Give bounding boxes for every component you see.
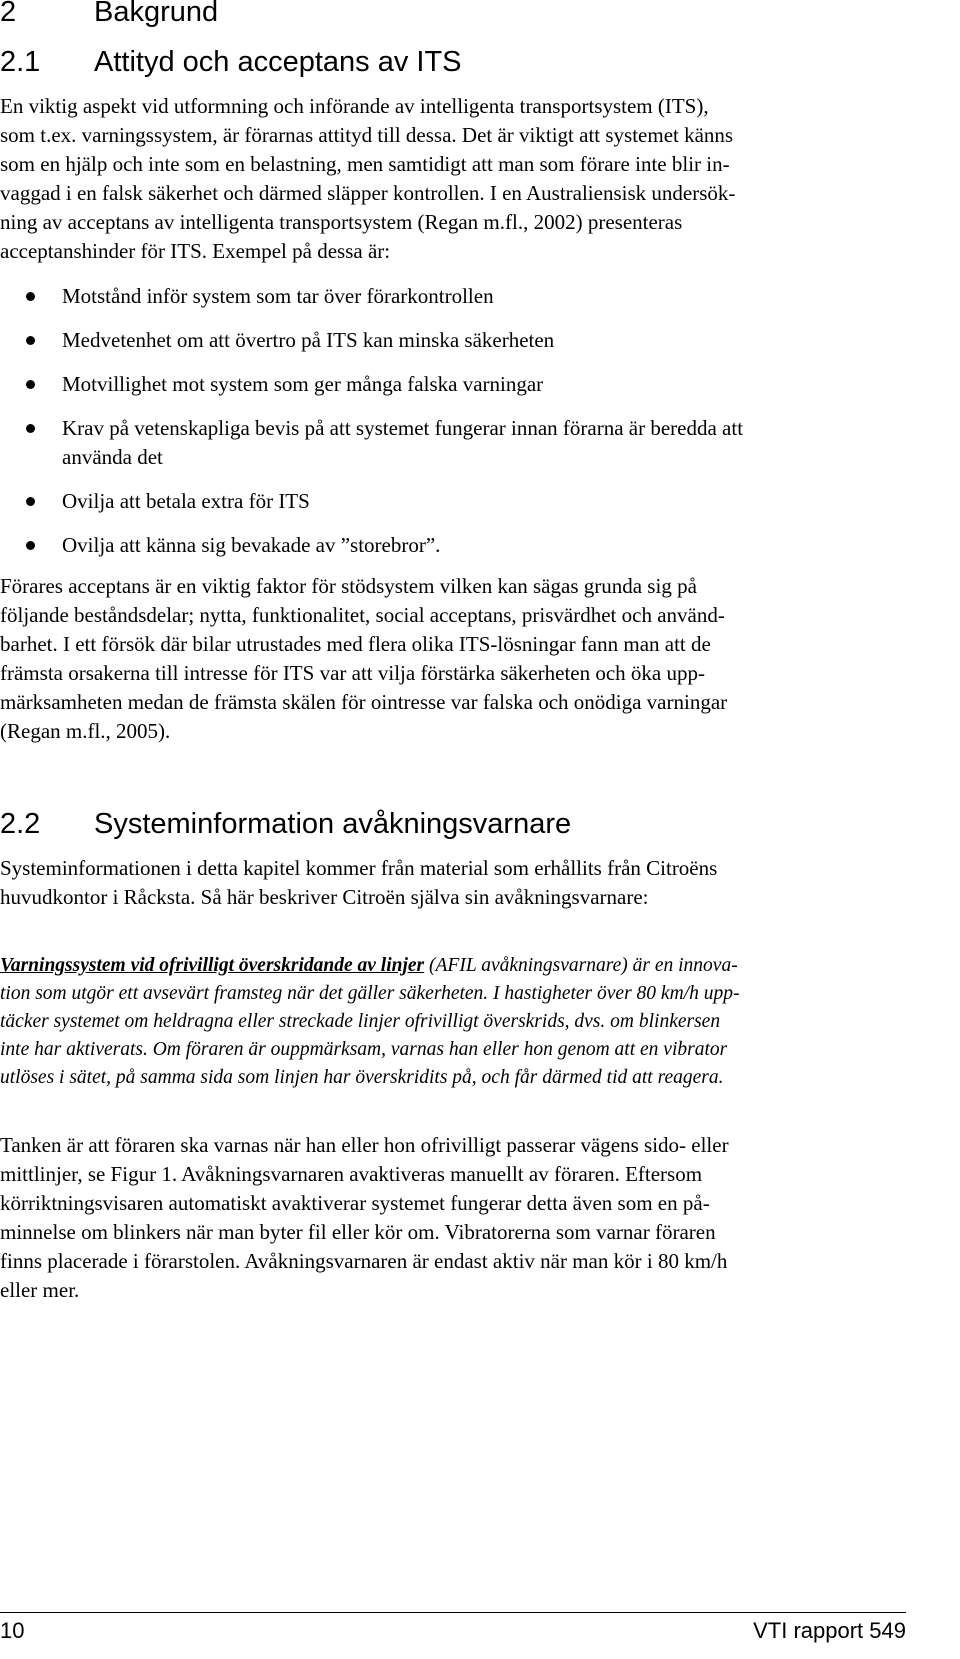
list-item: Medvetenhet om att övertro på ITS kan minska säkerheten xyxy=(0,326,910,355)
text-line: tion som utgör ett avsevärt framsteg när det gäller säkerheten. I hastigheter över 80 km/h upp- xyxy=(0,983,740,1004)
section-number: 2.1 xyxy=(0,46,41,78)
text-line: vaggad i en falsk säkerhet och därmed släpper kontrollen. I en Australiensisk undersök- xyxy=(0,181,736,205)
citroen-quote xyxy=(0,952,910,1092)
systeminfo-paragraph xyxy=(0,854,900,912)
text-line: En viktig aspekt vid utformning och införande av intelligenta transportsystem (ITS), xyxy=(0,94,709,118)
section-title: Attityd och acceptans av ITS xyxy=(94,46,462,78)
page-number: 10 xyxy=(0,1618,25,1643)
section-title: Systeminformation avåkningsvarnare xyxy=(94,808,572,840)
text-line: eller mer. xyxy=(0,1278,80,1302)
barrier-list xyxy=(0,282,910,560)
bullet-icon xyxy=(26,424,35,433)
bullet-icon xyxy=(26,380,35,389)
text-line: Tanken är att föraren ska varnas när han eller hon ofrivilligt passerar vägens sido- eller xyxy=(0,1133,729,1157)
chapter-heading xyxy=(0,0,218,30)
text-line: Varningssystem vid ofrivilligt överskridande av linjer (AFIL avåkningsvarnare) är en innova- xyxy=(0,955,738,976)
text-line: barhet. I ett försök där bilar utrustades med flera olika ITS-lösningar fann man att de xyxy=(0,632,711,656)
chapter-title: Bakgrund xyxy=(94,0,219,28)
section-number: 2.2 xyxy=(0,808,41,840)
bullet-icon xyxy=(26,292,35,301)
intro-paragraph xyxy=(0,92,900,266)
list-item: Krav på vetenskapliga bevis på att systemet fungerar innan förarna är beredda att använda det xyxy=(0,414,910,472)
acceptance-paragraph xyxy=(0,572,900,746)
bullet-icon xyxy=(26,541,35,550)
list-item: Ovilja att känna sig bevakade av ”storebror”. xyxy=(0,531,910,560)
warning-paragraph xyxy=(0,1131,900,1305)
list-item: Ovilja att betala extra för ITS xyxy=(0,487,910,516)
quote-bold-term: Varningssystem vid ofrivilligt överskridande av linjer xyxy=(0,955,425,976)
text-line: som t.ex. varningssystem, är förarnas attityd till dessa. Det är viktigt att systemet känns xyxy=(0,123,734,147)
text-line: körriktningsvisaren automatiskt avaktiverar systemet fungerar detta även som en på- xyxy=(0,1191,710,1215)
text-line: acceptanshinder för ITS. Exempel på dessa är: xyxy=(0,239,391,263)
text-line: Systeminformationen i detta kapitel kommer från material som erhållits från Citroëns xyxy=(0,856,718,880)
text-line: ning av acceptans av intelligenta transportsystem (Regan m.fl., 2002) presenteras xyxy=(0,210,683,234)
chapter-number: 2 xyxy=(0,0,17,28)
section-heading-2-2 xyxy=(0,806,571,842)
bullet-icon xyxy=(26,336,35,345)
text-line: mittlinjer, se Figur 1. Avåkningsvarnaren avaktiveras manuellt av föraren. Eftersom xyxy=(0,1162,703,1186)
footer-divider xyxy=(0,1612,906,1613)
text-line: täcker systemet om heldragna eller streckade linjer ofrivilligt överskrids, dvs. om blinkersen xyxy=(0,1011,721,1032)
report-label: VTI rapport 549 xyxy=(753,1618,906,1643)
text-line: främsta orsakerna till intresse för ITS var att vilja förstärka säkerheten och öka upp- xyxy=(0,661,705,685)
text-line: Förares acceptans är en viktig faktor för stödsystem vilken kan sägas grunda sig på xyxy=(0,574,697,598)
bullet-icon xyxy=(26,497,35,506)
text-line: utlöses i sätet, på samma sida som linjen har överskridits på, och får därmed tid att reagera. xyxy=(0,1067,724,1088)
text-line: följande beståndsdelar; nytta, funktionalitet, social acceptans, prisvärdhet och använd- xyxy=(0,603,725,627)
text-line: minnelse om blinkers när man byter fil eller kör om. Vibratorerna som varnar föraren xyxy=(0,1220,716,1244)
text-line: inte har aktiverats. Om föraren är ouppmärksam, varnas han eller hon genom att en vibrator xyxy=(0,1039,728,1060)
text-line: finns placerade i förarstolen. Avåkningsvarnaren är endast aktiv när man kör i 80 km/h xyxy=(0,1249,728,1273)
list-item: Motstånd inför system som tar över förarkontrollen xyxy=(0,282,910,311)
text-line: märksamheten medan de främsta skälen för ointresse var falska och onödiga varningar xyxy=(0,690,728,714)
text-line: (Regan m.fl., 2005). xyxy=(0,719,171,743)
section-heading-2-1 xyxy=(0,44,462,80)
list-item: Motvillighet mot system som ger många falska varningar xyxy=(0,370,910,399)
text-line: huvudkontor i Råcksta. Så här beskriver Citroën själva sin avåkningsvarnare: xyxy=(0,885,649,909)
text-line: som en hjälp och inte som en belastning, men samtidigt att man som förare inte blir in- xyxy=(0,152,730,176)
